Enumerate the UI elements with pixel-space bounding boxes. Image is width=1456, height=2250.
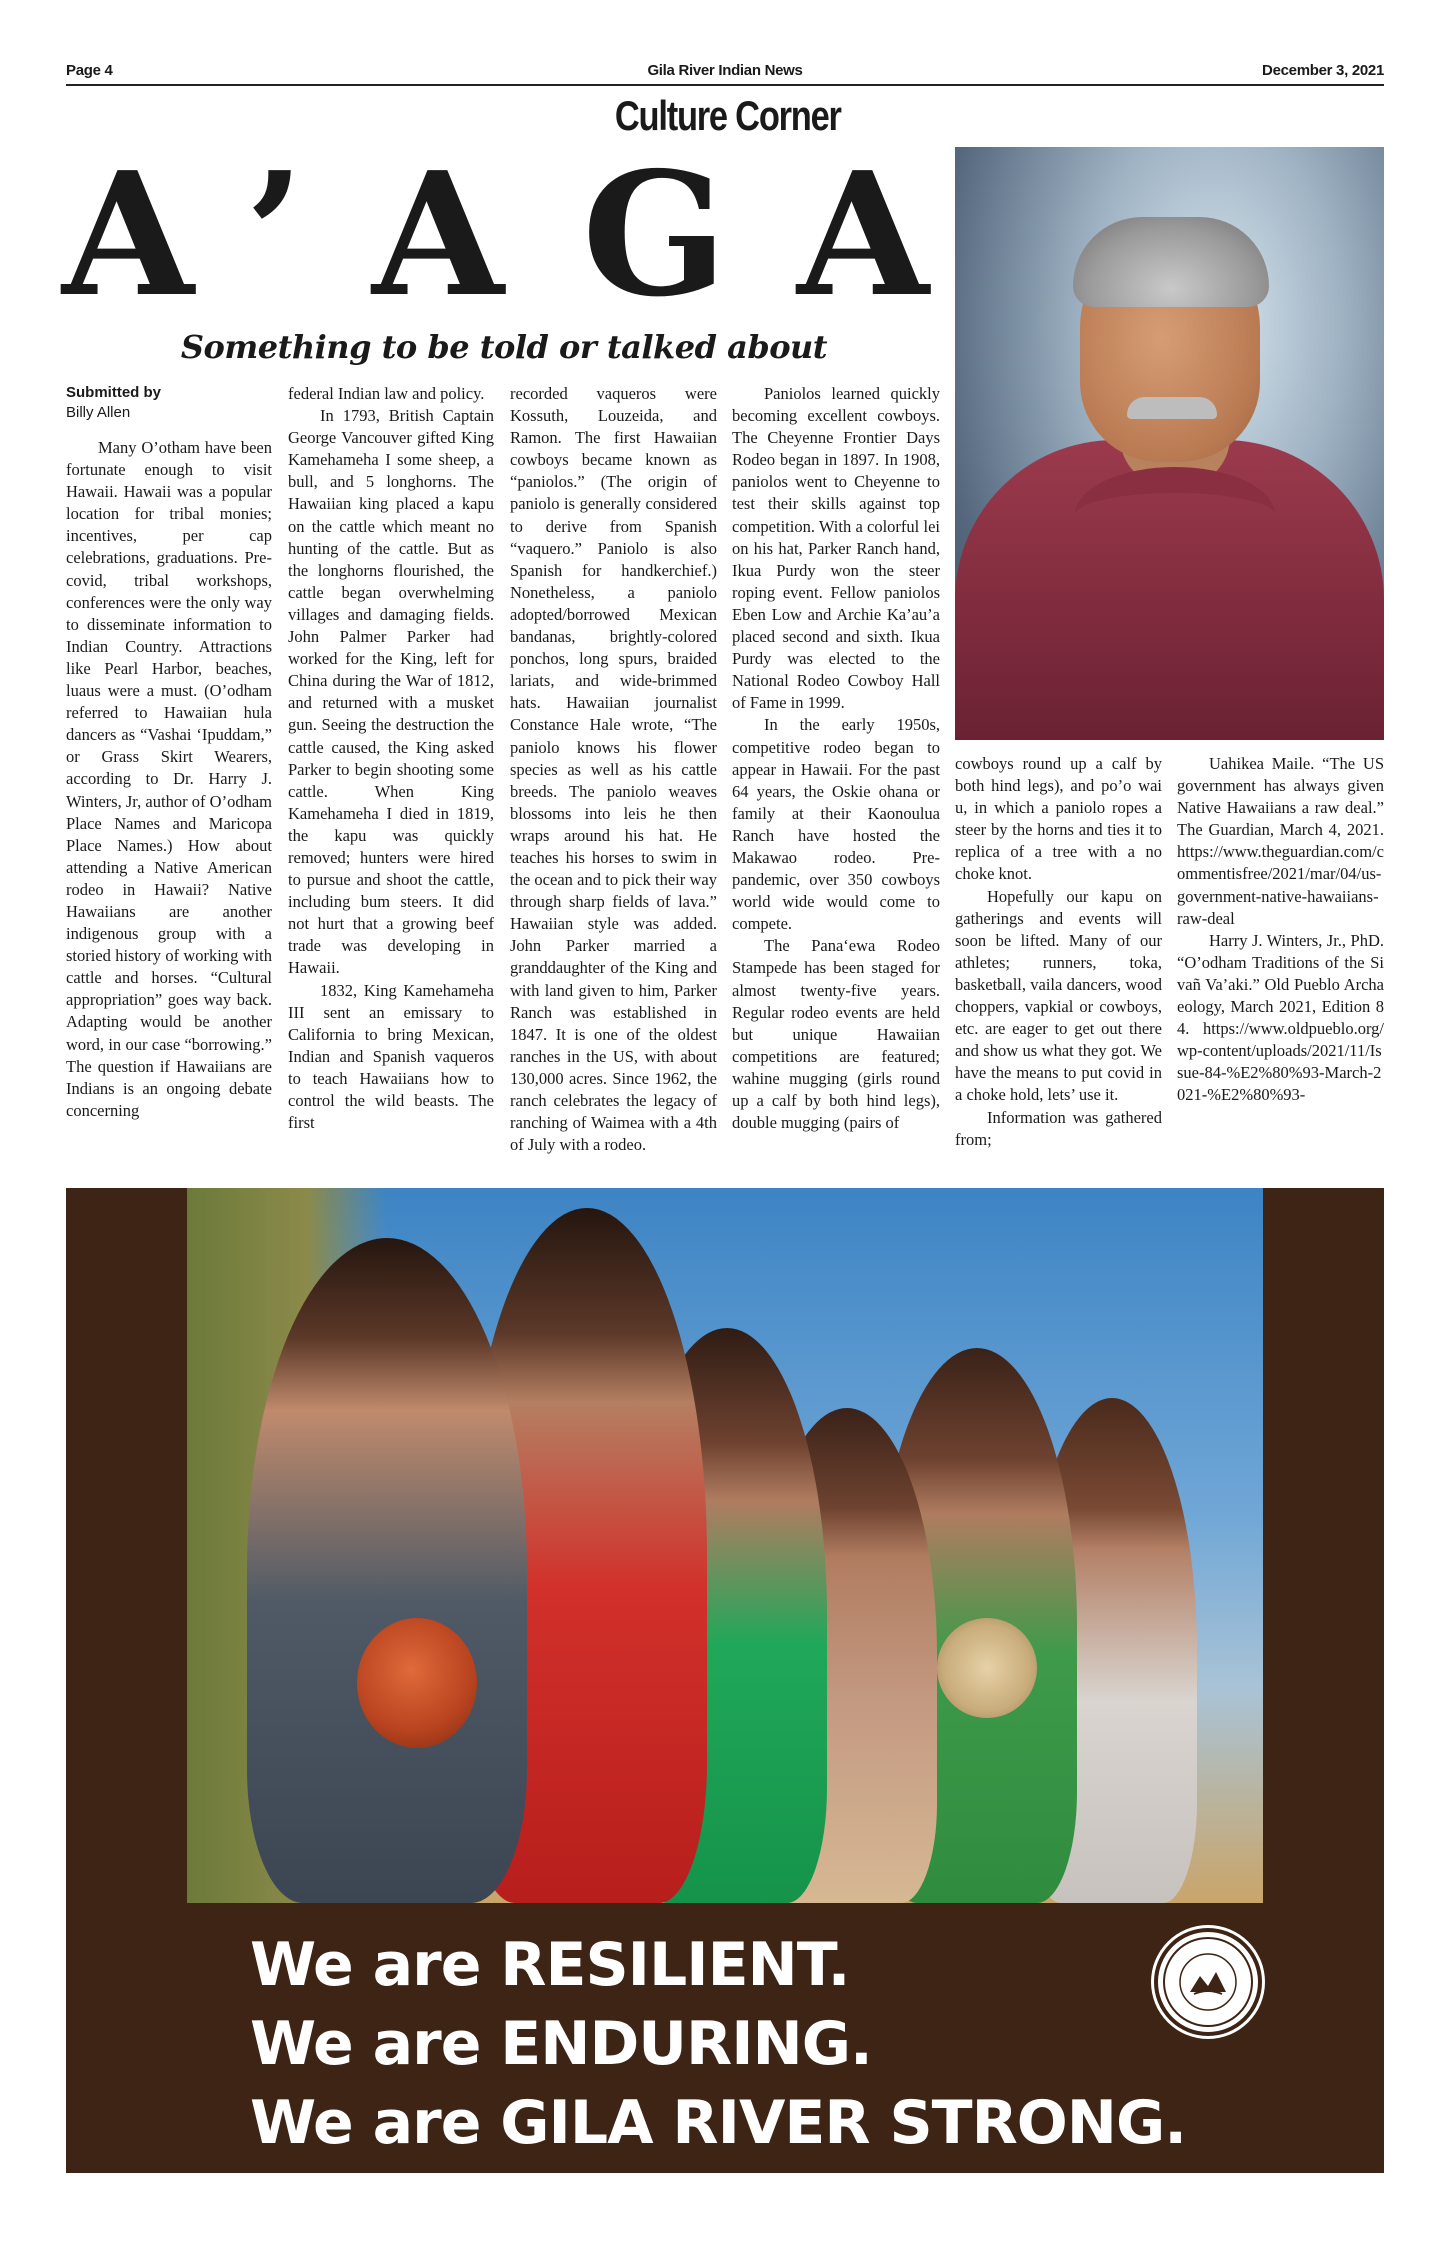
article-column-2 [288, 383, 494, 1134]
headline-letter: ’ [245, 135, 305, 335]
paragraph: Many O’otham have been fortunate enough to visit Hawaii. Hawaii was a popular location for tribal monies; incentives, per cap celebrations, graduations. Pre-covid, tribal workshops, conferences were the only way to disseminate information to Indian Country. Attractions like Pearl Harbor, beaches, luaus were a must. (O’odham referred to Hawaiian hula dancers as “Vashai ‘Ipuddam,” or Grass Skirt Wearers, according to Dr. Harry J. Winters, Jr, author of O’odham Place Names and Maricopa Place Names.) How about attending a Native American rodeo in Hawaii? Native Hawaiians are another indigenous group with a storied history of working with cattle and horses. “Cultural appropriation” goes way back. Adapting would be another word, in our case “borrowing.” The question if Hawaiians are Indians is an ongoing debate concerning [66, 438, 272, 1120]
portrait-mustache [1127, 397, 1217, 419]
byline-label: Submitted by [66, 384, 162, 401]
tagline-line: We are GILA RIVER STRONG. [250, 2088, 1187, 2158]
article-column-4 [732, 383, 940, 1134]
publication-name: Gila River Indian News [647, 62, 803, 79]
headline-letter: A [372, 135, 504, 335]
paragraph: Hopefully our kapu on gatherings and events will soon be lifted. Many of our athletes; runners, toka, basketball, vaila dancers, wood choppers, vapkial or cowboys, etc. are eager to get out there and show us what they got. We have the means to put covid in a choke hold, lets’ use it. [955, 886, 1162, 1105]
paragraph: 1832, King Kamehameha III sent an emissary to California to bring Mexican, Indian and Spanish vaqueros to teach Hawaiians how to control the wild beasts. The first [288, 980, 494, 1133]
paragraph: Uahikea Maile. “The US government has always given Native Hawaiians a raw deal.” The Guardian, March 4, 2021. https://www.theguardian.com/commentisfree/2021/mar/04/us-government-native-hawaiians-raw-deal [1177, 754, 1384, 928]
paragraph: federal Indian law and policy. [288, 384, 485, 403]
paragraph: Paniolos learned quickly becoming excellent cowboys. The Cheyenne Frontier Days Rodeo began in 1897. In 1908, paniolos went to Cheyenne to test their skills against top competition. With a colorful lei on his hat, Parker Ranch hand, Ikua Purdy won the steer roping event. Fellow paniolos Eben Low and Archie Ka’au’a placed second and sixth. Ikua Purdy was elected to the National Rodeo Cowboy Hall of Fame in 1999. [732, 384, 940, 713]
tagline-line: We are RESILIENT. [250, 1930, 850, 2000]
headline-letter: A [62, 135, 194, 335]
paragraph: recorded vaqueros were Kossuth, Louzeida, and Ramon. The first Hawaiian cowboys became known as “paniolos.” (The origin of paniolo is generally considered to derive from Spanish “vaquero.” Paniolo is also Spanish for handkerchief.) Nonetheless, a paniolo adopted/borrowed Mexican bandanas, brightly-colored ponchos, long spurs, braided lariats, and wide-brimmed hats. Hawaiian journalist Constance Hale wrote, “The paniolo knows his flower species as well as his cattle breeds. The paniolo weaves blossoms into leis he then wraps around his hat. He teaches his horses to swim in the ocean and to pick their way through sharp fields of lava.” Hawaiian style was added. John Parker married a granddaughter of the King and with land given to him, Parker Ranch was established in 1847. It is one of the oldest ranches in the US, with about 130,000 acres. Since 1962, the ranch celebrates the legacy of ranching of Waimea with a 4th of July with a rodeo. [510, 384, 717, 1155]
article-column-1 [66, 383, 272, 1122]
issue-date: December 3, 2021 [1262, 62, 1384, 79]
paragraph: Information was gathered from; [955, 1107, 1162, 1149]
woven-basket [937, 1618, 1037, 1718]
paragraph: Harry J. Winters, Jr., PhD. “O’odham Traditions of the Sivañ Va’aki.” Old Pueblo Archaeology, March 2021, Edition 84. https://www.oldpueblo.org/wp-content/uploads/2021/11/Issue-84-%E2%80%93-March-2021-%E2%80%93- [1177, 930, 1384, 1105]
paragraph: In the early 1950s, competitive rodeo began to appear in Hawaii. For the past 64 years, the Oskie ohana or family at their Kaonoulua Ranch have hosted the Makawao rodeo. Pre-pandemic, over 350 cowboys world wide would come to compete. [732, 715, 940, 934]
paragraph: cowboys round up a calf by both hind legs), and po’o wai u, in which a paniolo ropes a steer by the horns and ties it to replica of a tree with a no choke knot. [955, 754, 1162, 884]
ad-photo-women-in-traditional-dress [187, 1188, 1263, 1903]
headline-aaga [62, 135, 942, 335]
author-portrait-photo [955, 147, 1384, 740]
byline-author: Billy Allen [66, 404, 131, 421]
headline-subtitle: Something to be told or talked about [180, 328, 828, 366]
portrait-collar [1075, 467, 1275, 563]
seal-graphic [1158, 1932, 1258, 2032]
gila-river-strong-ad [66, 1188, 1384, 2173]
headline-letter: A [797, 135, 929, 335]
portrait-hair [1073, 217, 1269, 307]
pottery-jar [357, 1618, 477, 1748]
article-column-5 [955, 753, 1162, 1151]
woman-figure [247, 1238, 527, 1903]
paragraph: The Pana‘ewa Rodeo Stampede has been staged for almost twenty-five years. Regular rodeo events are held but unique Hawaiian competitions are featured; wahine mugging (girls round up a calf by both hind legs), double mugging (pairs of [732, 936, 940, 1133]
byline [66, 383, 272, 423]
article-column-6 [1177, 753, 1384, 1107]
article-column-3 [510, 383, 717, 1156]
ad-tagline [250, 1926, 1186, 2163]
paragraph: In 1793, British Captain George Vancouver gifted King Kamehameha I some sheep, a bull, and 5 longhorns. The Hawaiian king placed a kapu on the cattle which meant no hunting of the cattle. But as the longhorns flourished, the cattle began overwhelming villages and damaging fields. John Palmer Parker had worked for the King, left for China during the War of 1812, and returned with a musket gun. Seeing the destruction the cattle caused, the King asked Parker to begin shooting some cattle. When King Kamehameha I died in 1819, the kapu was quickly removed; hunters were hired to pursue and shoot the cattle, including bum steers. It did not hurt that a growing beef trade was developing in Hawaii. [288, 406, 494, 978]
page-number: Page 4 [66, 62, 113, 79]
headline-letter: G [582, 135, 728, 335]
tagline-line: We are ENDURING. [250, 2009, 872, 2079]
community-seal-logo [1154, 1928, 1262, 2036]
section-title: Culture Corner [614, 92, 841, 139]
running-header [66, 60, 1384, 86]
